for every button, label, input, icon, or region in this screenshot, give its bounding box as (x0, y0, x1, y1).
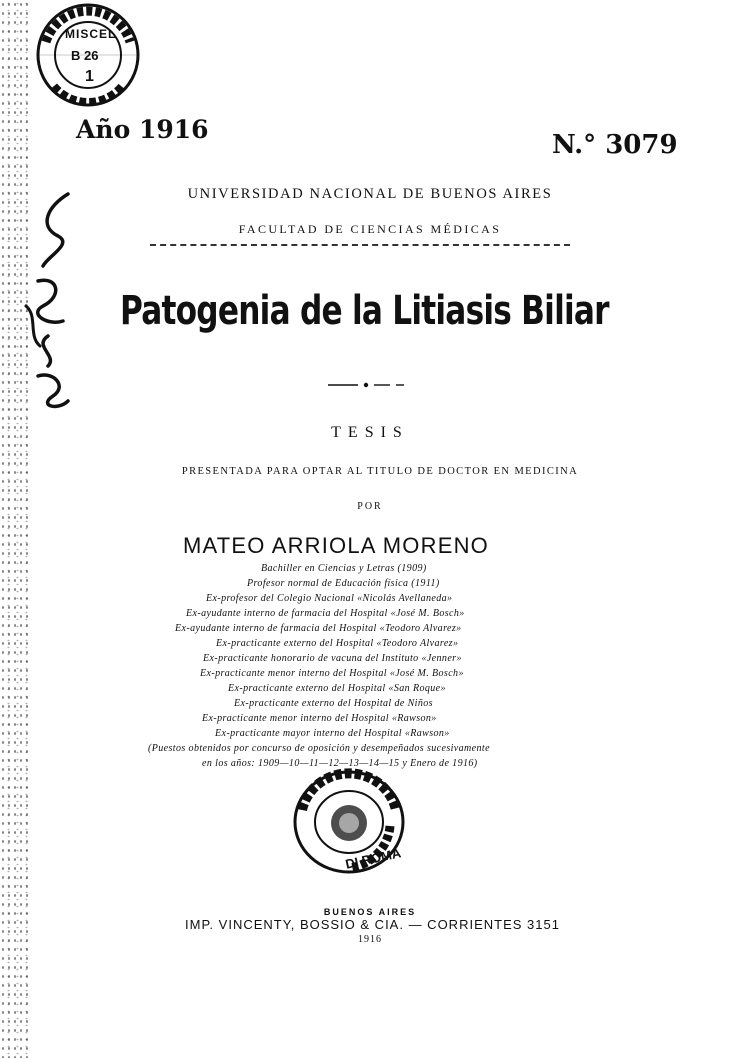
divider (150, 244, 570, 246)
stamp-text: DI ROMA (344, 845, 403, 872)
seal-line-2: B 26 (71, 48, 99, 63)
thesis-purpose: PRESENTADA PARA OPTAR AL TITULO DE DOCTOR EN MEDICINA (181, 466, 579, 477)
by-label: POR (357, 501, 383, 512)
imprint-city: BUENOS AIRES (323, 907, 417, 917)
author-name: MATEO ARRIOLA MORENO (183, 533, 489, 558)
credential-line: Ex-profesor del Colegio Nacional «Nicolás Avellaneda» (206, 593, 453, 604)
thesis-label: TESIS (331, 424, 409, 441)
credential-line: Ex-practicante mayor interno del Hospital «Rawson» (215, 728, 450, 739)
credential-line: Ex-ayudante interno de farmacia del Hospital «José M. Bosch» (186, 608, 465, 619)
ornament-divider-icon (328, 381, 404, 389)
handwritten-annotation-icon (18, 186, 88, 416)
credential-line: Ex-practicante menor interno del Hospital «José M. Bosch» (200, 668, 464, 679)
seal-line-3: 1 (85, 68, 94, 85)
imprint-year: 1916 (358, 934, 382, 945)
credential-line: Ex-practicante externo del Hospital de Niños (234, 698, 433, 709)
faculty-name: FACULTAD DE CIENCIAS MÉDICAS (238, 222, 502, 236)
credential-line: Profesor normal de Educación física (1911) (247, 578, 440, 589)
credential-line: (Puestos obtenidos por concurso de oposición y desempeñados sucesivamente (148, 743, 490, 754)
credential-line: Ex-ayudante interno de farmacia del Hospital «Teodoro Alvarez» (175, 623, 462, 634)
seal-line-1: MISCEL (65, 27, 117, 41)
document-title: Patogenia de la Litiasis Biliar (120, 288, 609, 334)
university-name: UNIVERSIDAD NACIONAL DE BUENOS AIRES (187, 186, 553, 202)
credential-line: Ex-practicante menor interno del Hospital «Rawson» (202, 713, 437, 724)
credential-line: Ex-practicante externo del Hospital «San Roque» (228, 683, 446, 694)
scan-margin-noise-2 (4, 0, 34, 1058)
credential-line: Ex-practicante externo del Hospital «Teodoro Alvarez» (216, 638, 459, 649)
credential-line: Bachiller en Ciencias y Letras (1909) (261, 563, 427, 574)
thesis-number: N.° 3079 (552, 130, 678, 160)
credential-line: en los años: 1909—10—11—12—13—14—15 y Enero de 1916) (202, 758, 478, 769)
credential-line: Ex-practicante honorario de vacuna del Instituto «Jenner» (203, 653, 462, 664)
year-label: Año 1916 (76, 115, 209, 144)
imprint-printer: IMP. VINCENTY, BOSSIO & CIA. — CORRIENTES 3151 (185, 917, 560, 932)
